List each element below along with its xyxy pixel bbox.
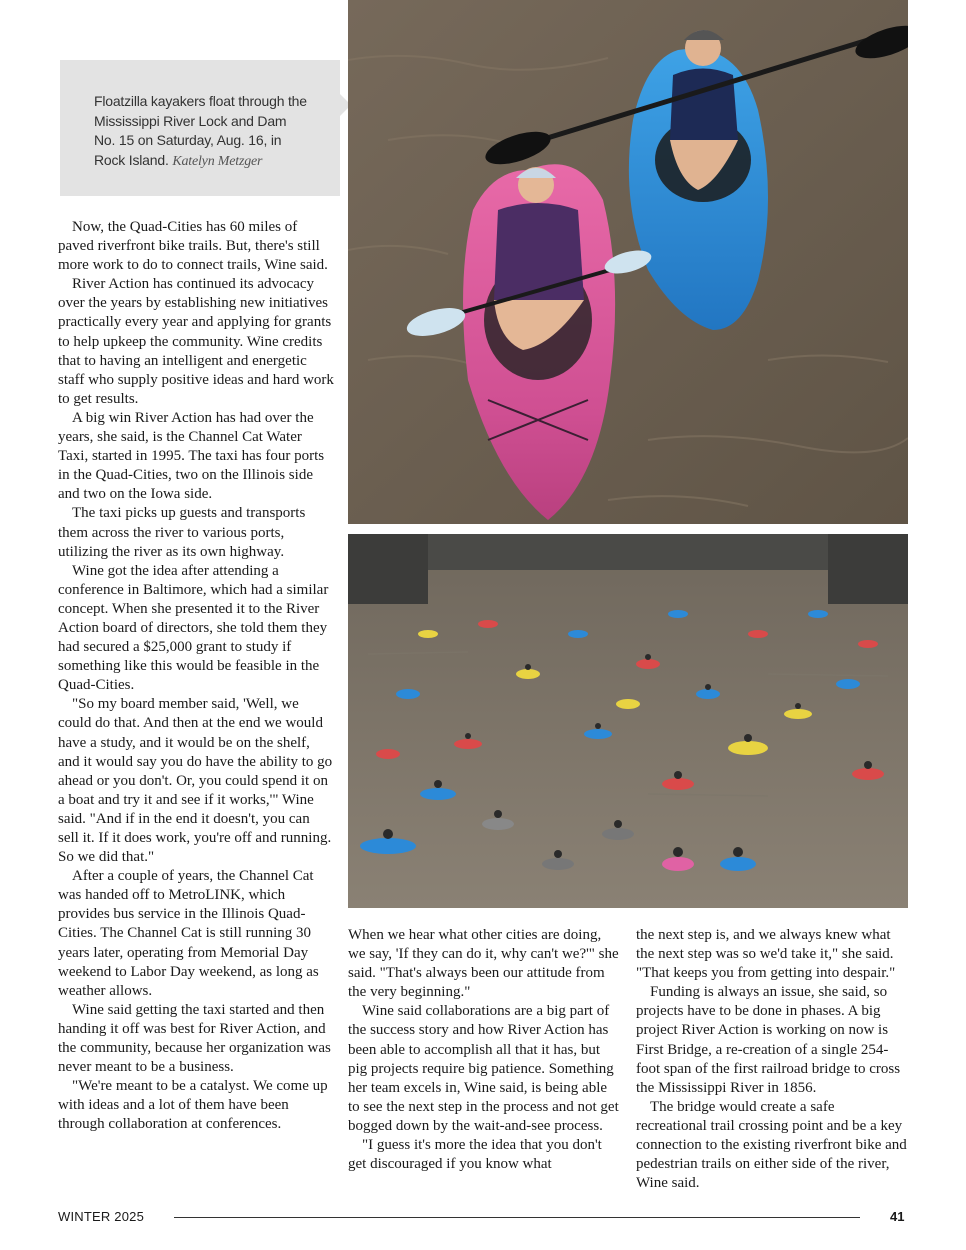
paragraph: A big win River Action has had over the years, she said, is the Channel Cat Water Taxi, started in 1995. The taxi has four ports in the Quad-Cities, two on the Illinois side and two on the Iowa side. xyxy=(58,409,325,503)
paragraph: The bridge would create a safe recreational trail crossing point and be a key connection to the existing riverfront bike and pedestrian trails on either side of the river, Wine said. xyxy=(636,1098,907,1192)
paragraph: After a couple of years, the Channel Cat was handed off to MetroLINK, which provides bus service in the Illinois Quad-Cities. The Channel Cat is still running 30 years later, operating from Memorial Day weekend to Labor Day weekend, as long as weather allows. xyxy=(58,868,319,999)
kayakers-closeup-illustration xyxy=(348,0,908,524)
paragraph: River Action has continued its advocacy over the years by establishing new initiatives practically every year and applying for grants to help upkeep the community. Wine credits that to having an intelligent and energetic staff who supply positive ideas and hard work to get results. xyxy=(58,276,334,407)
paragraph: Wine said getting the taxi started and then handing it off was best for River Action, and the community, because her organization was never meant to be a business. xyxy=(58,1001,331,1076)
paragraph: "We're meant to be a catalyst. We come up with ideas and a lot of them have been through collaboration at conferences. xyxy=(58,1078,328,1133)
paragraph: Now, the Quad-Cities has 60 miles of paved riverfront bike trails. But, there's still more work to do to connect trails, Wine said. xyxy=(58,219,328,274)
caption-body: Floatzilla kayakers float through the Mississippi River Lock and Dam No. 15 on Saturday, Aug. 16, in Rock Island. xyxy=(94,93,307,168)
photo-caption xyxy=(60,60,340,196)
paragraph: Wine said collaborations are a big part of the success story and how River Action has been able to accomplish all that it has, but pig projects require big patience. Something her team excels in, Wine said, is being able to see the next step in the process and not get bogged down by the wait-and-see process. xyxy=(348,1003,619,1134)
floatzilla-lock-photo xyxy=(348,534,908,908)
kayakers-closeup-photo xyxy=(348,0,908,524)
article-column-3 xyxy=(636,926,908,1193)
issue-label: WINTER 2025 xyxy=(58,1209,145,1224)
footer-divider xyxy=(174,1217,860,1218)
floatzilla-crowd-illustration xyxy=(348,534,908,908)
photo-credit: Katelyn Metzger xyxy=(172,153,263,169)
article-column-1 xyxy=(58,218,334,1135)
paragraph: "So my board member said, 'Well, we could do that. And then at the end we would have a study, and it would be on the shelf, and it would say you do have the ability to go ahead or you don't. Or, you could spend it on a boat and try it and see if it works,'" Wine said. "And if in the end it doesn't, you can sell it. If it does work, you're off and running. So we did that." xyxy=(58,696,333,866)
paragraph: The taxi picks up guests and transports them across the river to various ports, utilizing the river as its own highway. xyxy=(58,505,306,560)
paragraph: Wine got the idea after attending a conference in Baltimore, which had a similar concept. When she presented it to the River Action board of directors, she told them they had secured a $25,000 grant to study if something like this would be feasible in the Quad-Cities. xyxy=(58,562,329,694)
article-column-2 xyxy=(348,926,620,1174)
caption-text xyxy=(94,92,310,171)
paragraph: Funding is always an issue, she said, so projects have to be done in phases. A big project River Action is working on now is First Bridge, a re-creation of a single 254-foot span of the first railroad bridge to cross the Mississippi River in 1856. xyxy=(636,984,901,1096)
page-number: 41 xyxy=(890,1209,905,1224)
paragraph-continued: the next step is, and we always knew what the next step was so we'd take it," she said. "That keeps you from getting into despair." xyxy=(636,927,896,982)
paragraph: "I guess it's more the idea that you don't get discouraged if you know what xyxy=(348,1137,602,1173)
paragraph-continued: When we hear what other cities are doing, we say, 'If they can do it, why can't we?'" she said. "That's always been our attitude from the very beginning." xyxy=(348,927,619,1001)
